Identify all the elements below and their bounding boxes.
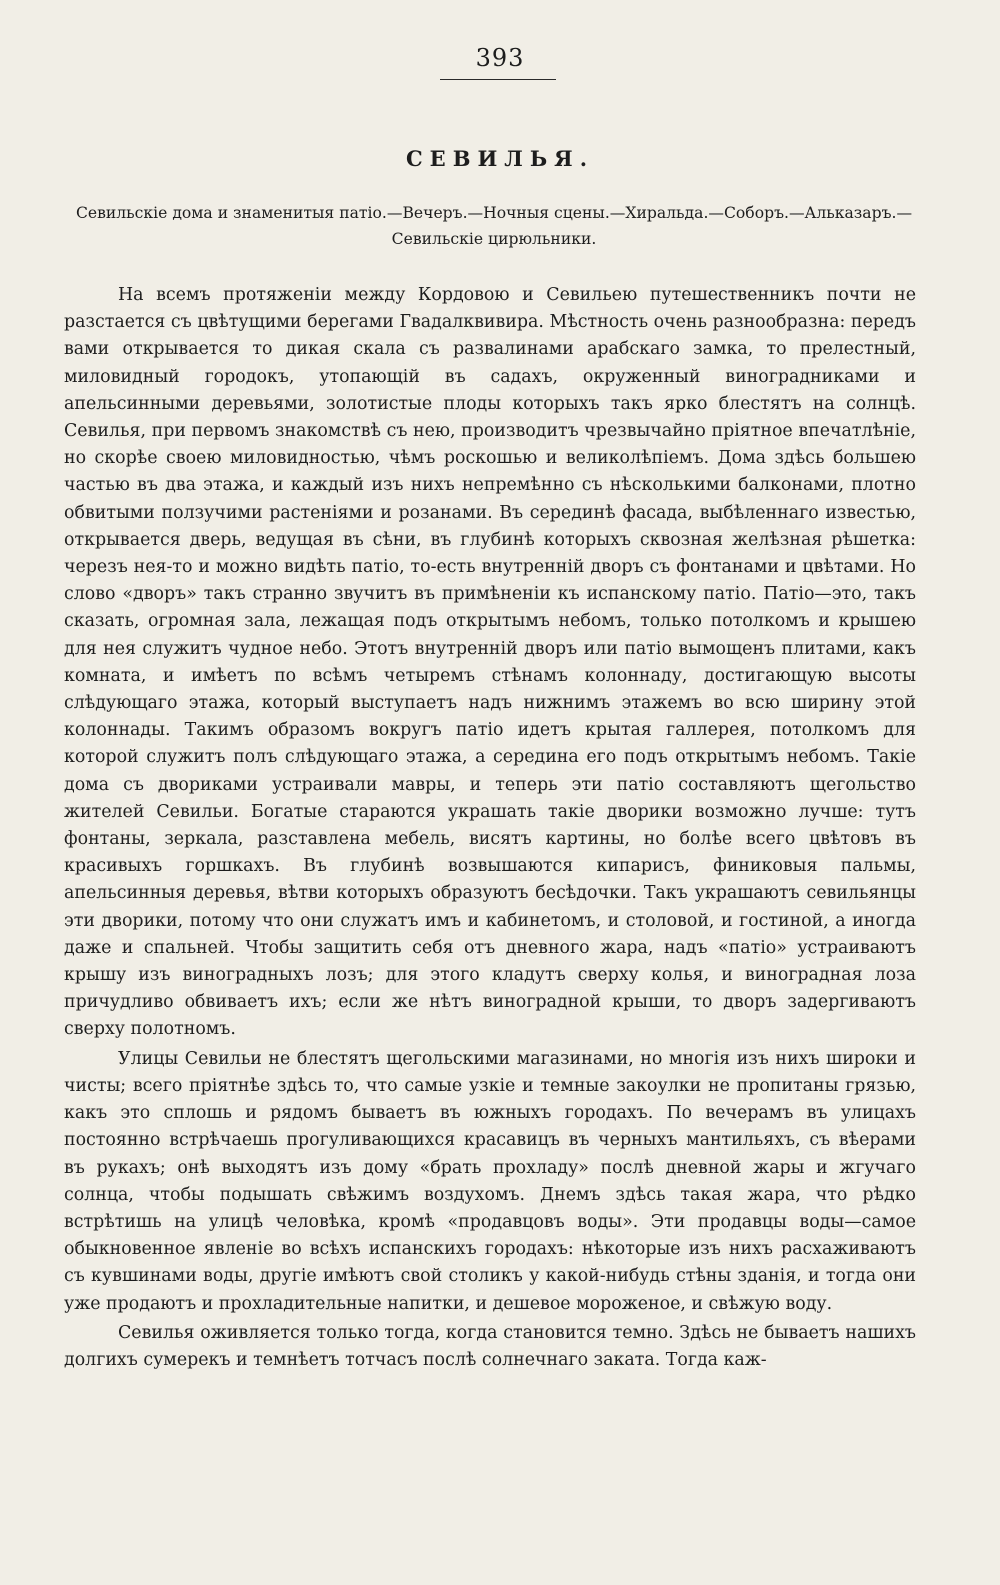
paragraph: Севилья оживляется только тогда, когда становится темно. Здѣсь не бываетъ нашихъ долгихъ сумерекъ и темнѣетъ тотчасъ послѣ солнечнаго заката. Тогда каж-	[64, 1322, 916, 1370]
page-number-rule	[440, 79, 556, 80]
paragraph: На всемъ протяженіи между Кордовою и Севильею путешественникъ почти не разстается съ цвѣтущими берегами Гвадалквивира. Мѣстность очень разнообразна: передъ вами открывается то дикая скала съ развалинами арабскаго замка, то прелестный, миловидный городокъ, утопающій въ садахъ, окруженный виноградниками и апельсинными деревьями, золотистые плоды которыхъ такъ ярко блестятъ на солнцѣ. Севилья, при первомъ знакомствѣ съ нею, производитъ чрезвычайно пріятное впечатлѣніе, но скорѣе своею миловидностью, чѣмъ роскошью и великолѣпіемъ. Дома здѣсь большею частью въ два этажа, и каждый изъ нихъ непремѣнно съ нѣсколькими балконами, плотно обвитыми ползучими растеніями и розанами. Въ серединѣ фасада, выбѣленнаго известью, открывается дверь, ведущая въ сѣни, въ глубинѣ которыхъ сквозная желѣзная рѣшетка: черезъ нея-то и можно видѣть патіо, то-есть внутренній дворъ съ фонтанами и цвѣтами. Но слово «дворъ» такъ странно звучитъ въ примѣненіи къ испанскому патіо. Патіо—это, такъ сказать, огромная зала, лежащая подъ открытымъ небомъ, только потолкомъ и крышею для нея служитъ чудное небо. Этотъ внутренній дворъ или патіо вымощенъ плитами, какъ комната, и имѣетъ по всѣмъ четыремъ стѣнамъ колоннаду, достигающую высоты слѣдующаго этажа, который выступаетъ надъ нижнимъ этажемъ во всю ширину этой колоннады. Такимъ образомъ вокругъ патіо идетъ крытая галлерея, потолкомъ для которой служитъ полъ слѣдующаго этажа, а середина его подъ открытымъ небомъ. Такіе дома съ двориками устраивали мавры, и теперь эти патіо составляютъ щегольство жителей Севильи. Богатые стараются украшать такіе дворики возможно лучше: тутъ фонтаны, зеркала, разставлена мебель, висятъ картины, но болѣе всего цвѣтовъ въ красивыхъ горшкахъ. Въ глубинѣ возвышаются кипарисъ, финиковыя пальмы, апельсинныя деревья, вѣтви которыхъ образуютъ бесѣдочки. Такъ украшаютъ севильянцы эти дворики, потому что они служатъ имъ и кабинетомъ, и столовой, и гостиной, а иногда даже и спальней. Чтобы защитить себя отъ дневного жара, надъ «патіо» устраиваютъ крышу изъ виноградныхъ лозъ; для этого кладутъ сверху колья, и виноградная лоза причудливо обвиваетъ ихъ; если же нѣтъ виноградной крыши, то дворъ задергиваютъ сверху полотномъ.	[64, 285, 916, 1040]
chapter-summary: Севильскіе дома и знаменитыя патіо.—Вечеръ.—Ночныя сцены.—Хиральда.—Соборъ.—Альказаръ.—Севильскіе цирюльники.	[75, 204, 913, 248]
body-text	[64, 282, 916, 1374]
page-number: 393	[475, 44, 525, 72]
chapter-title: СЕВИЛЬЯ.	[405, 146, 595, 171]
paragraph: Улицы Севильи не блестятъ щегольскими магазинами, но многія изъ нихъ широки и чисты; всего пріятнѣе здѣсь то, что самые узкіе и темные закоулки не пропитаны грязью, какъ это сплошь и рядомъ бываетъ въ южныхъ городахъ. По вечерамъ въ улицахъ постоянно встрѣчаешь прогуливающихся красавицъ въ черныхъ мантильяхъ, съ вѣерами въ рукахъ; онѣ выходятъ изъ дому «брать прохладу» послѣ дневной жары и жгучаго солнца, чтобы подышать свѣжимъ воздухомъ. Днемъ здѣсь такая жара, что рѣдко встрѣтишь на улицѣ человѣка, кромѣ «продавцовъ воды». Эти продавцы воды—самое обыкновенное явленіе во всѣхъ испанскихъ городахъ: нѣкоторые изъ нихъ расхаживаютъ съ кувшинами воды, другіе имѣютъ свой столикъ у какой-нибудь стѣны зданія, и тогда они уже продаютъ и прохладительные напитки, и дешевое мороженое, и свѣжую воду.	[64, 1048, 916, 1314]
